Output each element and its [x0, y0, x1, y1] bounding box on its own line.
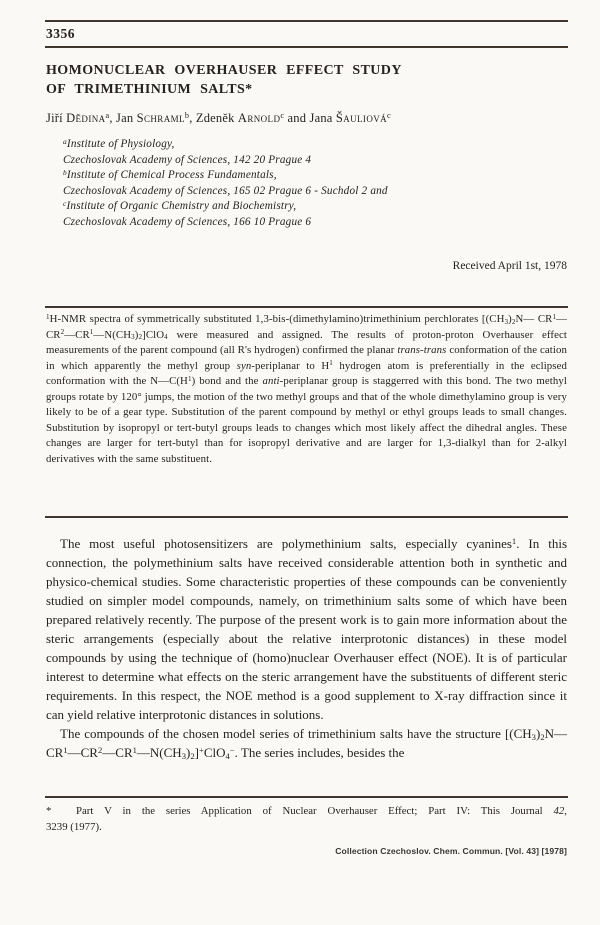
footnote-line-2: 3239 (1977). — [46, 821, 102, 833]
header-rule — [45, 46, 568, 48]
footnote-text: Part V in the series Application of Nuclear Overhauser Effect; Part IV: This Journal 42, — [76, 805, 567, 817]
journal-footer: Collection Czechoslov. Chem. Commun. [Vol. 43] [1978] — [335, 846, 567, 856]
abstract-top-rule — [45, 306, 568, 308]
abstract-text: $^1$H-NMR spectra of symmetrically substituted 1,3-bis-(dimethylamino)trimethinium perchlorates [$(CH_3)_2N—$ $CR^1—CR^2—CR^1—N(CH_3)_2]ClO_4$ were measured and assigned. The results of proton-proton Overhauser effect measurements of the parent compound (all R's hydrogen) confirmed the planar trans-trans conformation of the cation in which apparently the methyl group syn-periplanar to $H^1$ hydrogen atom is preferentially in the eclipsed conformation with the $N—C(H^1)$ bond and the anti-periplanar group is staggerred with this bond. The two methyl groups rotate by 120° jumps, the motion of the two methyl groups and that of the whole dimethylamino group is very likely to be of a gear type. Substitution of the parent compound by methyl or ethyl groups leads to small changes. Substitution by isopropyl or tert-butyl groups leads to changes which most likely affect the dihedral angles. These changes are larger for tert-butyl than for isopropyl derivative and are larger for 1,3-dialkyl than for 2-alkyl derivatives with the same substituent. — [46, 312, 568, 465]
footnote-marker: * — [46, 805, 52, 817]
article-title — [46, 62, 546, 99]
body-text — [46, 534, 567, 762]
footnote-line-1 — [46, 803, 567, 819]
body-paragraph-1: The most useful photosensitizers are polymethinium salts, especially cyanines$^1$. In this connection, the polymethinium salts have received considerable attention both in synthetic and physico-chemical studies. Some characteristic properties of these compounds can be conveniently studied on simpler model compounds, namely, on trimethinium salts some of which have been prepared relatively recently. The purpose of the present work is to gain more information about the steric arrangements (especially about the relative interprotonic distances) in these model compounds by using the technique of (homo)nuclear Overhauser effect (NOE). It is of particular interest to determine what effects on the steric arrangement have the substituents of different steric requirements. In this respect, the NOE method is a good supplement to X-ray diffraction since it can yield relative interprotonic distances in solutions. — [46, 536, 567, 722]
abstract-bottom-rule — [45, 516, 568, 518]
affiliation-line: $^b$Institute of Chemical Process Fundamentals, — [63, 167, 277, 182]
authors-line: Jiří Dědina$^a$, Jan Schraml$^b$, Zdeněk Arnold$^c$ and Jana Šauliová$^c$ — [46, 111, 391, 125]
page-number: 3356 — [46, 26, 75, 41]
title-line-1: HOMONUCLEAR OVERHAUSER EFFECT STUDY — [46, 63, 402, 78]
affiliation-line: Czechoslovak Academy of Sciences, 166 10 Prague 6 — [63, 215, 312, 228]
affiliation-line: $^c$Institute of Organic Chemistry and Biochemistry, — [63, 199, 297, 213]
affiliation-line: Czechoslovak Academy of Sciences, 142 20 Prague 4 — [63, 153, 312, 166]
affiliation-line: $^a$Institute of Physiology, — [63, 136, 175, 150]
body-paragraph-2: The compounds of the chosen model series of trimethinium salts have the structure $[(CH_3)_2N—CR^1—CR^2—CR^1—N(CH_3)_2]^+ClO_4^-$. The series includes, besides the — [46, 726, 567, 762]
affiliation-line: Czechoslovak Academy of Sciences, 165 02 Prague 6 - Suchdol 2 and — [63, 184, 388, 197]
affiliations-block — [63, 137, 543, 231]
footnote-rule — [45, 796, 568, 798]
footnote — [46, 803, 567, 835]
received-date: Received April 1st, 1978 — [452, 260, 567, 272]
top-rule — [45, 20, 568, 22]
title-line-2: OF TRIMETHINIUM SALTS* — [46, 81, 253, 97]
